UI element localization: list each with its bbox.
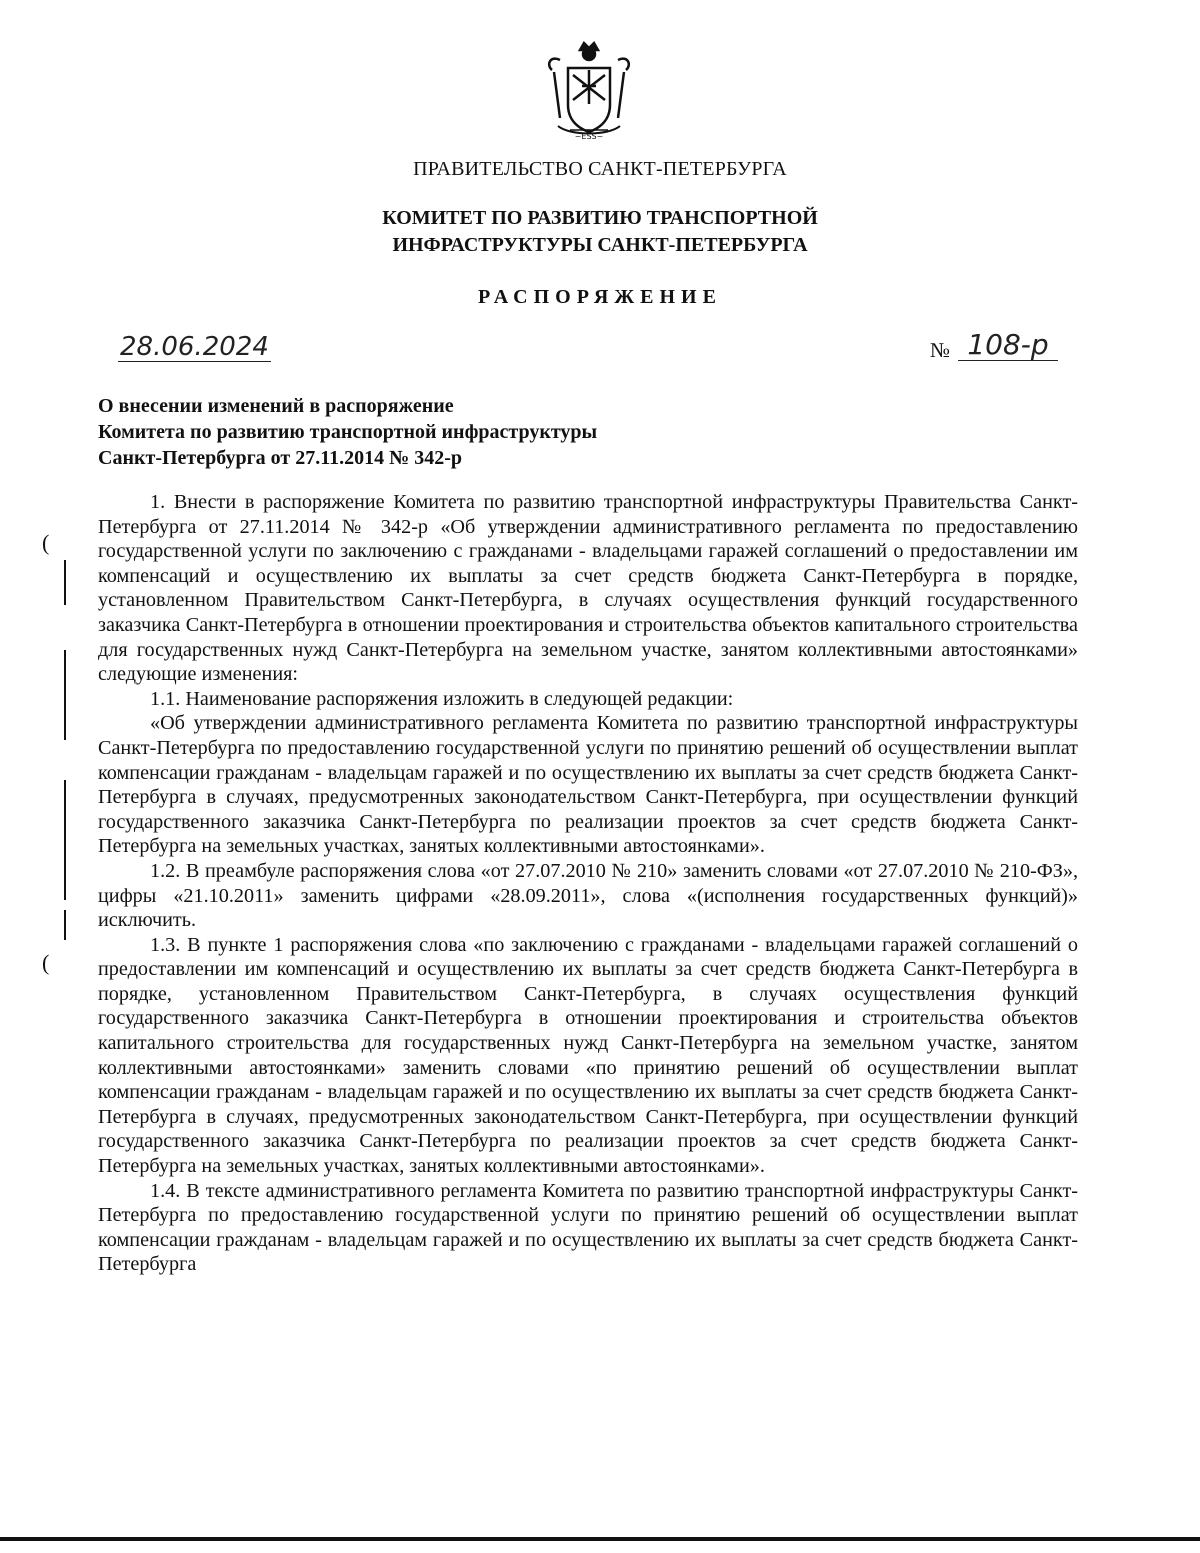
paragraph-1: 1. Внести в распоряжение Комитета по развитию транспортной инфраструктуры Правительства Санкт-Петербурга от 27.11.2014 № 342-р «Об утверждении административного регламента по предоставлению государственной услуги по заключению с гражданами - владельцами гаражей соглашений о предоставлении им компенсаций и осуществлению их выплаты за счет средств бюджета Санкт-Петербурга в порядке, установленном Правительством Санкт-Петербурга, в случаях осуществления функций государственного заказчика Санкт-Петербурга в отношении проектирования и строительства объектов капитального строительства для государственных нужд Санкт-Петербурга на земельном участке, занятом коллективными автостоянками» следующие изменения: — [98, 491, 1078, 686]
subject-line1: О внесении изменений в распоряжение — [98, 395, 454, 417]
document-type: РАСПОРЯЖЕНИЕ — [478, 286, 722, 308]
coat-of-arms-emblem — [540, 40, 638, 140]
document-body — [98, 490, 1078, 1277]
document-subject — [98, 393, 798, 471]
scan-edge-line — [0, 1537, 1200, 1541]
government-title: ПРАВИТЕЛЬСТВО САНКТ-ПЕТЕРБУРГА — [413, 158, 787, 180]
document-date: 28.06.2024 — [120, 332, 269, 362]
margin-line — [64, 780, 66, 900]
margin-mark-top: ( — [42, 530, 50, 555]
paragraph-1-3: 1.3. В пункте 1 распоряжения слова «по заключению с гражданами - владельцами гаражей соглашений о предоставлении им компенсаций и осуществлению их выплаты за счет средств бюджета Санкт-Петербурга в порядке, установленном Правительством Санкт-Петербурга, в случаях осуществления функций государственного заказчика Санкт-Петербурга в отношении проектирования и строительства объектов капитального строительства для государственных нужд Санкт-Петербурга на земельном участке, занятом коллективными автостоянками» заменить словами «по принятию решений об осуществлении выплат компенсации гражданам - владельцам гаражей и по осуществлению их выплаты за счет средств бюджета Санкт-Петербурга в случаях, предусмотренных законодательством Санкт-Петербурга, при осуществлении функций государственного заказчика Санкт-Петербурга по реализации проектов за счет средств бюджета Санкт-Петербурга на земельных участках, занятых коллективными автостоянками». — [98, 933, 1078, 1178]
subject-line2: Комитета по развитию транспортной инфраструктуры — [98, 421, 598, 443]
committee-title-line1: КОМИТЕТ ПО РАЗВИТИЮ ТРАНСПОРТНОЙ — [382, 207, 818, 229]
number-label: № — [930, 338, 951, 362]
svg-text:~ESS~: ~ESS~ — [574, 132, 604, 140]
paragraph-1-4: 1.4. В тексте административного регламента Комитета по развитию транспортной инфраструктуры Санкт-Петербурга по предоставлению государственной услуги по принятию решений об осуществлении выплат компенсации гражданам - владельцам гаражей и по осуществлению их выплаты за счет средств бюджета Санкт-Петербурга — [98, 1179, 1078, 1276]
paragraph-1-1-text: «Об утверждении административного регламента Комитета по развитию транспортной инфраструктуры Санкт-Петербурга по предоставлению государственной услуги по принятию решений об осуществлении выплат компенсации гражданам - владельцам гаражей и по осуществлению их выплаты за счет средств бюджета Санкт-Петербурга в случаях, предусмотренных законодательством Санкт-Петербурга, при осуществлении функций государственного заказчика Санкт-Петербурга по реализации проектов за счет средств бюджета Санкт-Петербурга на земельных участках, занятых коллективными автостоянками». — [98, 712, 1078, 858]
margin-mark-bottom: ( — [42, 950, 50, 975]
margin-line — [64, 650, 66, 740]
paragraph-1-1: 1.1. Наименование распоряжения изложить в следующей редакции: — [150, 687, 734, 710]
margin-line — [64, 560, 66, 605]
document-number: 108-р — [958, 330, 1058, 361]
paragraph-1-2: 1.2. В преамбуле распоряжения слова «от 27.07.2010 № 210» заменить словами «от 27.07.2010 № 210-ФЗ», цифры «21.10.2011» заменить цифрами «28.09.2011», слова «(исполнения государственных функций)» исключить. — [98, 859, 1078, 932]
committee-title-line2: ИНФРАСТРУКТУРЫ САНКТ-ПЕТЕРБУРГА — [392, 234, 808, 256]
subject-line3: Санкт-Петербурга от 27.11.2014 № 342-р — [98, 447, 463, 469]
margin-line — [64, 910, 66, 940]
committee-title — [0, 205, 1200, 259]
